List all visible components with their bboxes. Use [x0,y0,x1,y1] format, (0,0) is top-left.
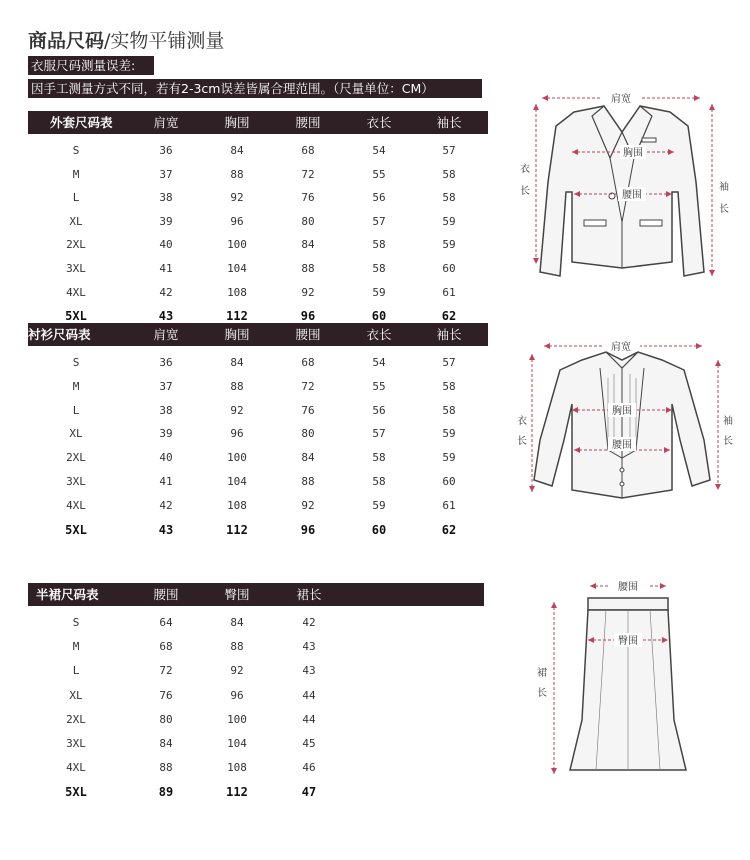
value-cell: 57 [372,214,386,228]
value-cell: 41 [159,262,173,275]
size-cell: S [72,616,80,629]
value-cell: 42 [159,285,173,299]
jacket-sleeve-label-1: 袖 [719,182,729,193]
size-cell: 5XL [65,785,87,800]
page-title [28,26,224,53]
shirt-table-title: 衬衫尺码表 [28,327,91,342]
jacket-waist-label: 腰围 [622,190,642,201]
value-cell: 104 [227,737,247,750]
size-cell: XL [69,427,83,441]
value-cell: 108 [227,285,247,299]
value-cell: 58 [442,191,456,205]
skirt-table-title: 半裙尺码表 [36,587,99,602]
value-cell: 43 [302,664,316,678]
header-shoulder: 肩宽 [153,327,179,342]
skirt-size-table [28,583,484,803]
table-row [28,259,488,279]
value-cell: 62 [441,309,457,324]
shirt-sleeve-label-1: 袖 [723,416,733,427]
size-cell: L [72,191,80,205]
value-cell: 84 [230,144,244,157]
table-row [28,212,488,232]
value-cell: 55 [372,379,386,393]
table-row [28,710,488,730]
value-cell: 46 [302,761,316,775]
value-cell: 56 [372,403,386,417]
value-cell: 40 [159,451,173,465]
value-cell: 39 [159,427,173,441]
value-cell: 88 [301,475,315,488]
size-cell: S [72,356,80,369]
value-cell: 92 [230,191,244,205]
value-cell: 88 [230,379,244,393]
header-waist: 腰围 [295,327,321,342]
size-cell: 3XL [66,475,86,488]
value-cell: 58 [442,167,456,181]
value-cell: 89 [158,785,174,800]
size-cell: 2XL [66,238,86,252]
value-cell: 80 [301,214,315,228]
value-cell: 96 [300,309,316,324]
table-row [28,448,488,468]
value-cell: 39 [159,214,173,228]
value-cell: 41 [159,475,173,488]
shirt-shoulder-label: 肩宽 [611,342,631,353]
value-cell: 76 [301,191,315,205]
jacket-length-label-2: 长 [520,186,530,197]
table-row [28,734,488,754]
table-row [28,661,488,681]
size-cell: 4XL [66,285,86,299]
value-cell: 84 [301,451,315,465]
shirt-length-label-1: 衣 [517,416,527,427]
value-cell: 84 [230,356,244,369]
size-cell: 4XL [66,498,86,512]
value-cell: 36 [159,144,173,157]
value-cell: 100 [227,712,247,726]
table-row [28,401,488,421]
value-cell: 80 [159,712,173,726]
value-cell: 88 [159,761,173,775]
value-cell: 96 [230,214,244,228]
note-heading: 衣服尺码测量误差: [28,56,154,75]
header-waist: 腰围 [295,115,321,130]
skirt-table-header [28,583,484,606]
value-cell: 59 [372,285,386,299]
skirt-length-label-1: 裙 [537,668,547,679]
value-cell: 72 [159,664,173,678]
skirt-hip-label: 臀围 [618,636,638,647]
value-cell: 72 [301,167,315,181]
header-sleeve: 袖长 [436,115,462,130]
table-row [28,686,488,706]
value-cell: 96 [300,522,316,537]
size-cell: M [72,640,80,654]
size-cell: 2XL [66,712,86,726]
value-cell: 59 [442,427,456,441]
shirt-table-header [28,323,488,346]
size-cell: 2XL [66,451,86,465]
value-cell: 112 [226,522,248,537]
value-cell: 54 [372,144,386,157]
value-cell: 59 [442,238,456,252]
shirt-chest-label: 胸围 [612,406,632,417]
value-cell: 58 [372,238,386,252]
size-cell: L [72,664,80,678]
value-cell: 58 [442,403,456,417]
value-cell: 108 [227,498,247,512]
jacket-measurement-illustration [512,72,734,294]
value-cell: 100 [227,238,247,252]
size-cell: XL [69,214,83,228]
value-cell: 54 [372,356,386,369]
value-cell: 58 [372,262,386,275]
value-cell: 43 [158,309,174,324]
header-hip: 臀围 [224,587,250,602]
size-cell: 4XL [66,761,86,775]
value-cell: 37 [159,167,173,181]
value-cell: 68 [301,356,315,369]
value-cell: 58 [372,475,386,488]
value-cell: 40 [159,238,173,252]
value-cell: 58 [442,379,456,393]
value-cell: 57 [372,427,386,441]
header-skirt-length: 裙长 [296,587,322,602]
value-cell: 60 [442,262,456,275]
value-cell: 37 [159,379,173,393]
jacket-table-title: 外套尺码表 [50,115,113,130]
size-cell: 3XL [66,262,86,275]
page-title-bold: 商品尺码 [28,30,105,52]
shirt-waist-label: 腰围 [612,440,632,451]
value-cell: 96 [230,427,244,441]
size-cell: 3XL [66,737,86,750]
table-row [28,782,488,802]
table-row [28,472,488,492]
value-cell: 68 [301,144,315,157]
jacket-sleeve-label-2: 长 [719,204,729,215]
shirt-measurement-illustration [512,330,734,516]
jacket-size-table [28,111,488,324]
value-cell: 42 [159,498,173,512]
value-cell: 42 [302,616,316,629]
value-cell: 72 [301,379,315,393]
value-cell: 44 [302,712,316,726]
jacket-table-header [28,111,488,134]
value-cell: 84 [230,616,244,629]
value-cell: 92 [301,285,315,299]
value-cell: 38 [159,403,173,417]
shirt-size-table [28,323,488,543]
value-cell: 43 [302,640,316,654]
value-cell: 104 [227,475,247,488]
size-cell: 5XL [65,522,87,537]
value-cell: 62 [441,522,457,537]
jacket-length-label-1: 衣 [520,164,530,175]
value-cell: 43 [158,522,174,537]
page-title-rest: /实物平铺测量 [104,30,225,52]
jacket-shoulder-label: 肩宽 [611,94,631,105]
value-cell: 88 [230,640,244,654]
header-length: 衣长 [366,115,392,130]
value-cell: 76 [301,403,315,417]
header-shoulder: 肩宽 [153,115,179,130]
size-cell: XL [69,688,83,702]
table-row [28,353,488,373]
skirt-length-label-2: 长 [537,688,547,699]
value-cell: 45 [302,737,316,750]
value-cell: 60 [371,522,387,537]
value-cell: 56 [372,191,386,205]
value-cell: 92 [301,498,315,512]
header-length: 衣长 [366,327,392,342]
value-cell: 57 [442,356,456,369]
table-row [28,141,488,161]
value-cell: 61 [442,498,456,512]
header-waist: 腰围 [153,587,179,602]
value-cell: 44 [302,688,316,702]
shirt-sleeve-label-2: 长 [723,436,733,447]
value-cell: 58 [372,451,386,465]
shirt-length-label-2: 长 [517,436,527,447]
value-cell: 88 [301,262,315,275]
note-tolerance: 因手工测量方式不同，若有2-3cm误差皆属合理范围。（尺量单位：CM） [28,79,482,98]
size-cell: S [72,144,80,157]
value-cell: 80 [301,427,315,441]
value-cell: 108 [227,761,247,775]
value-cell: 55 [372,167,386,181]
value-cell: 38 [159,191,173,205]
value-cell: 68 [159,640,173,654]
value-cell: 104 [227,262,247,275]
table-row [28,188,488,208]
value-cell: 59 [372,498,386,512]
table-row [28,377,488,397]
value-cell: 59 [442,451,456,465]
value-cell: 47 [301,785,317,800]
value-cell: 96 [230,688,244,702]
table-row [28,496,488,516]
value-cell: 100 [227,451,247,465]
value-cell: 76 [159,688,173,702]
value-cell: 92 [230,664,244,678]
value-cell: 36 [159,356,173,369]
table-row [28,424,488,444]
value-cell: 84 [301,238,315,252]
value-cell: 59 [442,214,456,228]
header-sleeve: 袖长 [436,327,462,342]
skirt-measurement-illustration [526,570,726,800]
value-cell: 64 [159,616,173,629]
table-row [28,637,488,657]
jacket-chest-label: 胸围 [623,148,643,159]
table-row [28,165,488,185]
skirt-waist-label: 腰围 [618,582,638,593]
value-cell: 112 [226,309,248,324]
value-cell: 61 [442,285,456,299]
value-cell: 57 [442,144,456,157]
size-cell: L [72,403,80,417]
value-cell: 84 [159,737,173,750]
value-cell: 60 [371,309,387,324]
size-cell: 5XL [65,309,87,324]
table-row [28,283,488,303]
table-row [28,520,488,540]
value-cell: 92 [230,403,244,417]
size-cell: M [72,379,80,393]
table-row [28,613,488,633]
size-cell: M [72,167,80,181]
value-cell: 60 [442,475,456,488]
header-chest: 胸围 [224,115,250,130]
value-cell: 88 [230,167,244,181]
header-chest: 胸围 [224,327,250,342]
table-row [28,758,488,778]
value-cell: 112 [226,785,248,800]
table-row [28,235,488,255]
